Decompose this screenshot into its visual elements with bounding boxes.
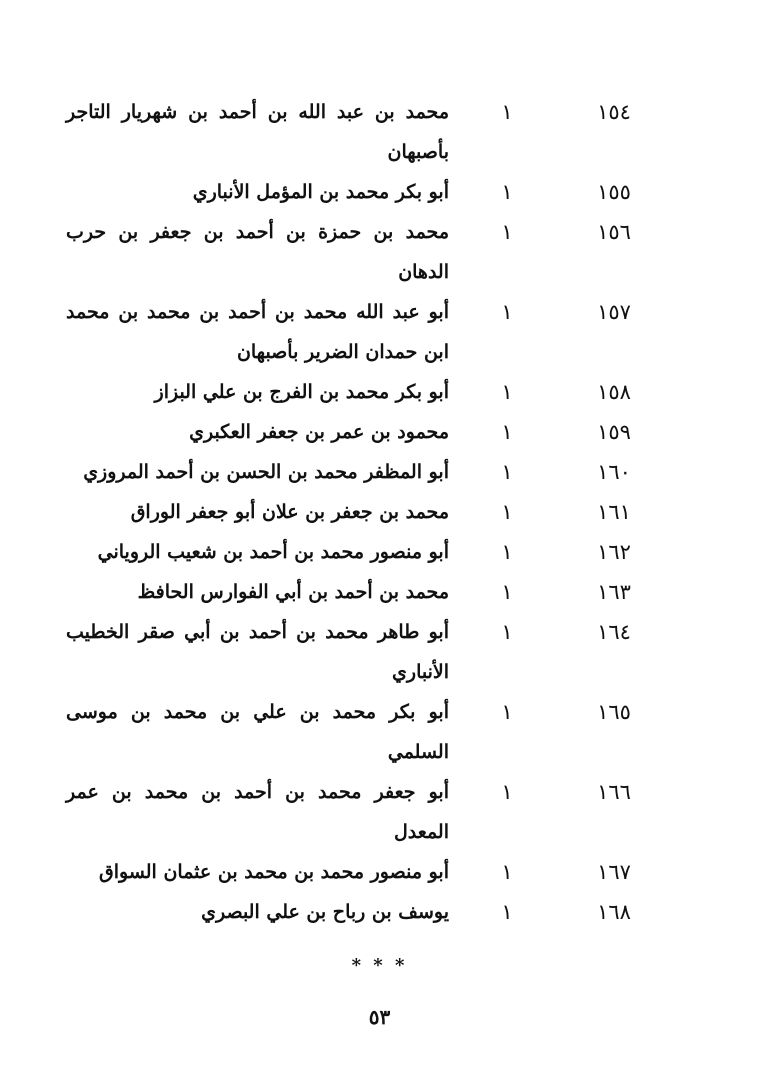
entry-number: ١٦٣: [597, 580, 631, 604]
entry-number: ١٥٨: [597, 380, 631, 404]
entry-number: ١٦٧: [597, 860, 631, 884]
entry-list: [0, 92, 759, 932]
entry-number: ١٥٧: [597, 300, 631, 324]
entry-count: ١: [501, 100, 513, 124]
entry-number: ١٥٤: [597, 100, 631, 124]
entry-name: أبو بكر محمد بن المؤمل الأنباري: [192, 181, 449, 203]
entry-name: أبو بكر محمد بن الفرج بن علي البزاز: [154, 381, 449, 403]
entry-name: أبو طاهر محمد بن أحمد بن أبي صقر الخطيب الأنباري: [66, 621, 449, 683]
list-item: [0, 292, 759, 372]
entry-name: أبو جعفر محمد بن أحمد بن محمد بن عمر المعدل: [66, 781, 449, 843]
entry-count: ١: [501, 780, 513, 804]
list-item: [0, 772, 759, 852]
entry-count: ١: [501, 580, 513, 604]
entry-name: محمود بن عمر بن جعفر العكبري: [189, 421, 449, 443]
entry-name: أبو المظفر محمد بن الحسن بن أحمد المروزي: [83, 461, 449, 483]
entry-number: ١٦٤: [597, 620, 631, 644]
entry-count: ١: [501, 700, 513, 724]
entry-number: ١٥٥: [597, 180, 631, 204]
entry-count: ١: [501, 620, 513, 644]
page-number: ٥٣: [368, 1005, 391, 1029]
entry-count: ١: [501, 900, 513, 924]
entry-number: ١٦٠: [597, 460, 631, 484]
entry-name: أبو منصور محمد بن أحمد بن شعيب الروياني: [97, 541, 449, 563]
entry-count: ١: [501, 180, 513, 204]
entry-count: ١: [501, 860, 513, 884]
section-ornament: * * *: [351, 955, 408, 976]
entry-count: ١: [501, 300, 513, 324]
entry-number: ١٦١: [597, 500, 631, 524]
entry-name: محمد بن أحمد بن أبي الفوارس الحافظ: [137, 581, 449, 603]
list-item: [0, 852, 759, 892]
list-item: [0, 372, 759, 412]
entry-name: محمد بن حمزة بن أحمد بن جعفر بن حرب الدهان: [66, 221, 449, 283]
list-item: [0, 492, 759, 532]
list-item: [0, 92, 759, 172]
entry-name: أبو بكر محمد بن علي بن محمد بن موسى السلمي: [66, 701, 449, 763]
entry-number: ١٦٥: [597, 700, 631, 724]
entry-name: محمد بن جعفر بن علان أبو جعفر الوراق: [130, 501, 449, 523]
list-item: [0, 892, 759, 932]
entry-name: يوسف بن رباح بن علي البصري: [201, 901, 449, 923]
list-item: [0, 532, 759, 572]
entry-number: ١٦٦: [597, 780, 631, 804]
entry-number: ١٥٦: [597, 220, 631, 244]
entry-count: ١: [501, 500, 513, 524]
list-item: [0, 412, 759, 452]
entry-count: ١: [501, 460, 513, 484]
list-item: [0, 172, 759, 212]
entry-count: ١: [501, 220, 513, 244]
entry-count: ١: [501, 540, 513, 564]
list-item: [0, 612, 759, 692]
list-item: [0, 212, 759, 292]
list-item: [0, 452, 759, 492]
list-item: [0, 692, 759, 772]
entry-count: ١: [501, 380, 513, 404]
entry-number: ١٥٩: [597, 420, 631, 444]
entry-number: ١٦٢: [597, 540, 631, 564]
entry-number: ١٦٨: [597, 900, 631, 924]
entry-name: محمد بن عبد الله بن أحمد بن شهريار التاجر بأصبهان: [66, 101, 449, 163]
entry-name: أبو منصور محمد بن محمد بن عثمان السواق: [98, 861, 449, 883]
entry-name: أبو عبد الله محمد بن أحمد بن محمد بن محمد ابن حمدان الضرير بأصبهان: [66, 301, 449, 363]
entry-count: ١: [501, 420, 513, 444]
list-item: [0, 572, 759, 612]
